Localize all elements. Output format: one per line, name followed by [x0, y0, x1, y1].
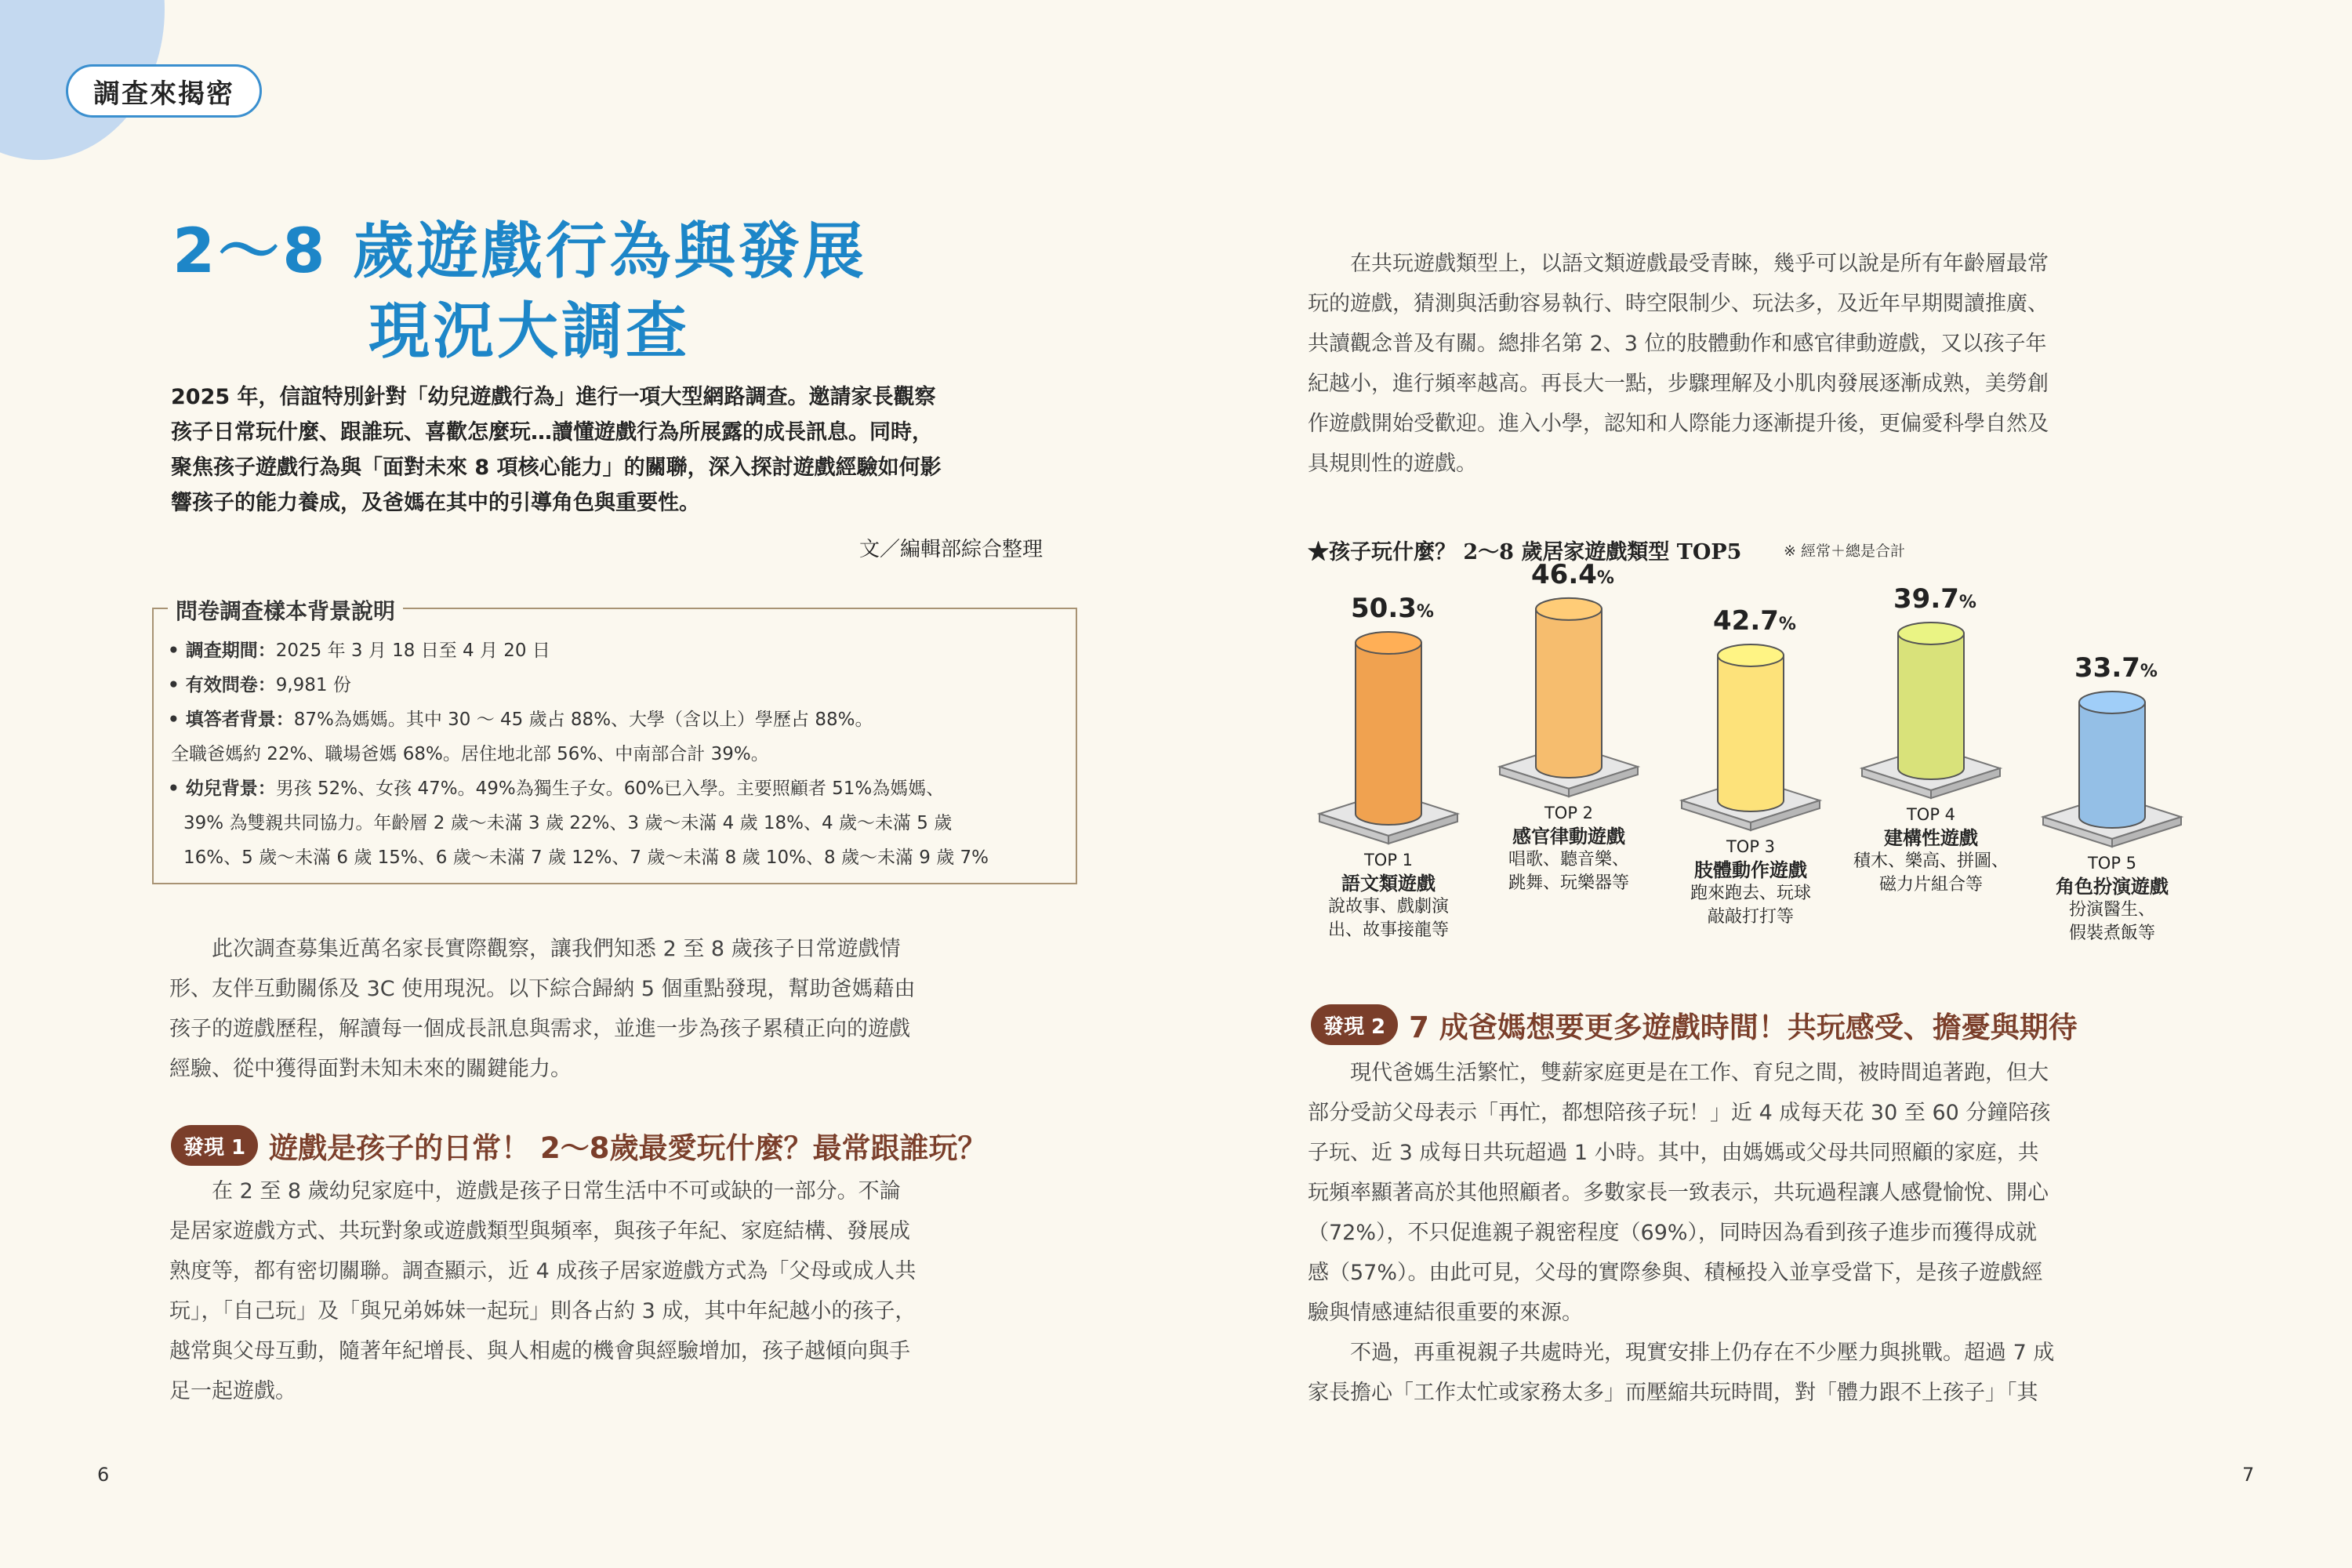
- bar-top: [1536, 598, 1602, 620]
- bar-category-label: TOP 5 角色扮演遊戲 扮演醫生、 假裝煮飯等: [2056, 854, 2169, 943]
- survey-background-title: 問卷調查樣本背景說明: [168, 594, 403, 626]
- bar-category-label: TOP 2 感官律動遊戲 唱歌、聽音樂、 跳舞、玩樂器等: [1508, 804, 1629, 893]
- background-item: • 有效問卷：9,981 份: [168, 675, 351, 695]
- left-body-paragraph: 此次調查募集近萬名家長實際觀察，讓我們知悉 2 至 8 歲孩子日常遊戲情 形、友伴互動關係及 3C 使用現況。以下綜合歸納 5 個重點發現，幫助爸媽藉由 孩子的遊戲歷程，解讀每一個成長訊息與需求，並進一步為孩子累積正向的遊戲 經驗、從中獲得面對未知未來的關鍵能力。: [169, 937, 916, 1081]
- bar-category-label: TOP 4 建構性遊戲 積木、樂高、拼圖、 磁力片組合等: [1853, 805, 2009, 895]
- intro-line: 2025 年，信誼特別針對「幼兒遊戲行為」進行一項大型網路調查。邀請家長觀察: [171, 385, 936, 409]
- bar: [1718, 655, 1784, 811]
- page-title-line-1: 2～8 歲遊戲行為與發展: [172, 216, 867, 287]
- intro-line: 響孩子的能力養成，及爸媽在其中的引導角色與重要性。: [171, 491, 700, 515]
- page-number-right: 7: [2242, 1464, 2255, 1486]
- page-number-left: 6: [97, 1464, 110, 1486]
- finding-1-paragraph: 在 2 至 8 歲幼兒家庭中，遊戲是孩子日常生活中不可或缺的一部分。不論 是居家遊戲方式、共玩對象或遊戲類型與頻率，與孩子年紀、家庭結構、發展成 熟度等，都有密切關聯。調查顯示，近 4 成孩子居家遊戲方式為「父母或成人共 玩」，「自己玩」及「與兄弟姊妹一起玩」則各占約 3 成，其中年紀越小的孩子， 越常與父母互動，隨著年紀增長、與人相處的機會與經驗增加，孩子越傾向與手 足一起遊戲。: [169, 1179, 916, 1403]
- bar: [1356, 643, 1421, 825]
- background-item: • 填答者背景：87%為媽媽。其中 30 ～ 45 歲占 88%、大學（含以上）學歷占 88%。: [168, 710, 873, 730]
- bar-value-label: 42.7%: [1713, 604, 1796, 637]
- bar-top: [2079, 691, 2145, 713]
- finding-2-title: 7 成爸媽想要更多遊戲時間！共玩感受、擔憂與期待: [1409, 1011, 2078, 1044]
- bar-value-label: 33.7%: [2074, 652, 2158, 684]
- background-item: 全職爸媽約 22%、職場爸媽 68%。居住地北部 56%、中南部合計 39%。: [171, 744, 769, 764]
- bar: [2079, 702, 2145, 828]
- bar-category-label: TOP 1 語文類遊戲 說故事、戲劇演 出、故事接龍等: [1327, 851, 1449, 940]
- bar-category-label: TOP 3 肢體動作遊戲 跑來跑去、玩球 敲敲打打等: [1690, 837, 1811, 927]
- bar-value-label: 46.4%: [1531, 558, 1614, 590]
- intro-line: 聚焦孩子遊戲行為與「面對未來 8 項核心能力」的關聯，深入探討遊戲經驗如何影: [171, 456, 942, 480]
- bar-top: [1718, 644, 1784, 666]
- chart-note: ※ 經常＋總是合計: [1784, 543, 1905, 560]
- bar-top: [1898, 622, 1964, 644]
- bar: [1898, 633, 1964, 779]
- bar: [1536, 609, 1602, 778]
- finding-1-badge: 發現 1: [171, 1125, 258, 1166]
- page-title-line-2: 現況大調查: [368, 296, 691, 367]
- background-item: • 調查期間：2025 年 3 月 18 日至 4 月 20 日: [168, 641, 550, 661]
- byline: 文／編輯部綜合整理: [859, 538, 1044, 561]
- finding-2-paragraph: 現代爸媽生活繁忙，雙薪家庭更是在工作、育兒之間，被時間追著跑，但大 部分受訪父母表示「再忙，都想陪孩子玩！」近 4 成每天花 30 至 60 分鐘陪孩 子玩、近 3 成每日共玩超過 1 小時。其中，由媽媽或父母共同照顧的家庭，共 玩頻率顯著高於其他照顧者。多數家長一致表示，共玩過程讓人感覺愉悅、開心 （72%），不只促進親子親密程度（69%），同時因為看到孩子進步而獲得成就 感（57%）。由此可見，父母的實際參與、積極投入並享受當下，是孩子遊戲經 驗與情感連結很重要的來源。 不過，再重視親子共處時光，現實安排上仍存在不少壓力與挑戰。超過 7 成 家長擔心「工作太忙或家務太多」而壓縮共玩時間，對「體力跟不上孩子」「其: [1308, 1061, 2055, 1405]
- finding-2-heading: [1311, 1004, 2078, 1046]
- intro-line: 孩子日常玩什麼、跟誰玩、喜歡怎麼玩…讀懂遊戲行為所展露的成長訊息。同時，: [171, 420, 933, 445]
- background-item: • 幼兒背景：男孩 52%、女孩 47%。49%為獨生子女。60%已入學。主要照顧者 51%為媽媽、: [168, 779, 945, 799]
- finding-1-title: 遊戲是孩子的日常！ 2～8歲最愛玩什麼？最常跟誰玩？: [269, 1131, 987, 1165]
- bar-value-label: 50.3%: [1351, 593, 1434, 624]
- background-item: 39% 為雙親共同協力。年齡層 2 歲～未滿 3 歲 22%、3 歲～未滿 4 歲 18%、4 歲～未滿 5 歲: [183, 813, 953, 833]
- finding-2-badge: 發現 2: [1311, 1004, 1398, 1045]
- chart-title: ★孩子玩什麼？ 2～8 歲居家遊戲類型 TOP5: [1308, 540, 1742, 564]
- background-item: 16%、5 歲～未滿 6 歲 15%、6 歲～未滿 7 歲 12%、7 歲～未滿 8 歲 10%、8 歲～未滿 9 歲 7%: [183, 848, 989, 868]
- section-tag: 調查來揭密: [66, 64, 262, 118]
- bar-top: [1356, 632, 1421, 654]
- right-body-paragraph: 在共玩遊戲類型上，以語文類遊戲最受青睞，幾乎可以說是所有年齡層最常 玩的遊戲，猜測與活動容易執行、時空限制少、玩法多，及近年早期閱讀推廣、 共讀觀念普及有關。總排名第 2、3 位的肢體動作和感官律動遊戲，又以孩子年 紀越小，進行頻率越高。再長大一點，步驟理解及小肌肉發展逐漸成熟，美勞創 作遊戲開始受歡迎。進入小學，認知和人際能力逐漸提升後，更偏愛科學自然及 具規則性的遊戲。: [1308, 252, 2049, 476]
- bar-value-label: 39.7%: [1893, 583, 1976, 615]
